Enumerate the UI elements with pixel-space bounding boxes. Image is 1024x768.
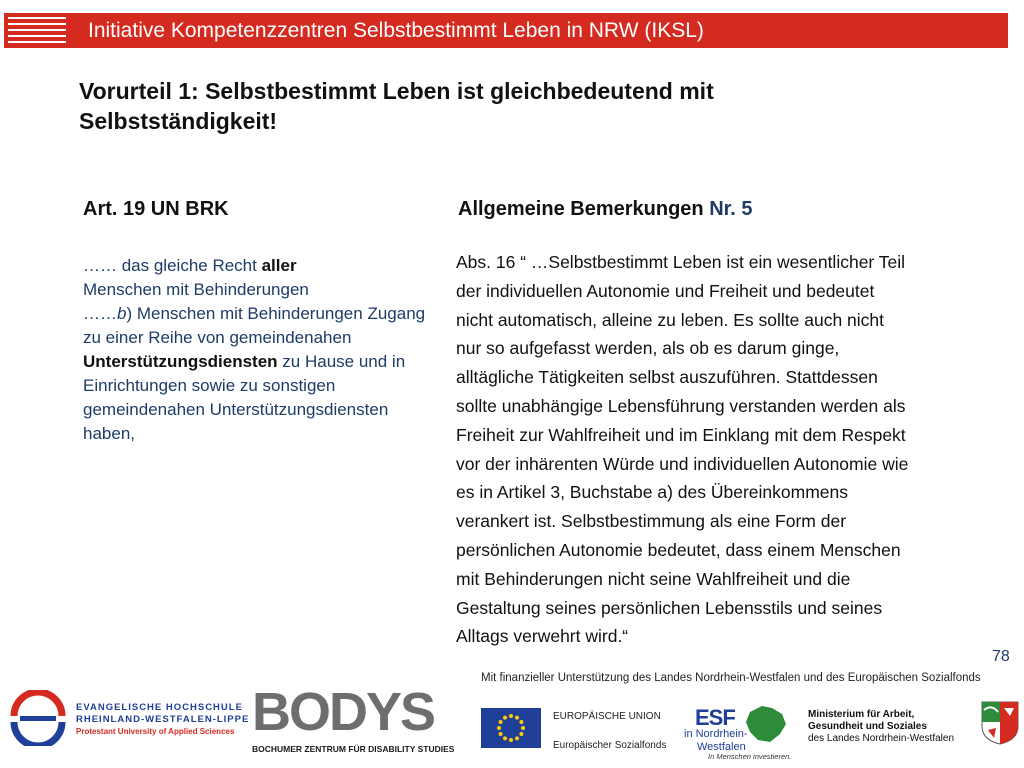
right-line: es in Artikel 3, Buchstabe a) des Übereinkommens [456,482,848,503]
esf-line1: in Nordrhein- [684,728,748,740]
right-line: vor der inhärenten Würde und individuellen Autonomie wie [456,453,909,474]
right-line: Abs. 16 “ …Selbstbestimmt Leben ist ein wesentlicher Teil [456,252,906,272]
bodys-logo: BODYS [252,682,435,742]
evh-name-line1: EVANGELISCHE HOCHSCHULE [76,702,243,713]
right-line: Gestaltung seines persönlichen Lebensstils und seines [456,597,883,618]
page-number: 78 [992,648,1010,665]
left-p1-prefix: …… das gleiche Recht [83,256,262,275]
nrw-map-icon [742,702,788,746]
right-line: nur so aufgefasst werden, als ob es darum ginge, [456,338,840,359]
left-heading: Art. 19 UN BRK [83,198,229,220]
right-line: mit Behinderungen nicht seine Wahlfreiheit und die [456,568,851,589]
slide-title [79,76,839,136]
right-line: Alltags verwehrt wird.“ [456,626,629,647]
right-line: persönlichen Autonomie bedeutet, dass einem Menschen [456,539,901,560]
right-line: sollte unabhängige Lebensführung verstanden werden als [456,395,906,416]
right-line: nicht automatisch, alleine zu leben. Es sollte auch nicht [456,309,885,330]
right-line: alltägliche Tätigkeiten selbst auszuführen. Stattdessen [456,367,878,388]
right-heading-accent: Nr. 5 [709,198,753,220]
right-heading [458,198,753,221]
esf-line2: Westfalen [697,741,746,753]
evh-name-line2: RHEINLAND-WESTFALEN-LIPPE [76,714,250,725]
esf-eu-label: Europäischer Sozialfonds [553,740,667,751]
menu-lines-icon [8,17,66,45]
ministry-line1: Ministerium für Arbeit, [808,709,915,720]
left-p2-rest: ) Menschen mit Behinderungen Zugang zu einer Reihe von gemeindenahen [83,304,426,347]
header-bar [4,13,1008,48]
slide-title-line2: Selbstständigkeit! [79,108,278,134]
funding-note: Mit finanzieller Unterstützung des Landes Nordrhein-Westfalen und des Europäischen Sozialfonds [481,672,981,684]
eu-flag-icon [481,708,541,748]
left-p2-italic: b [117,304,127,323]
left-p1-bold: aller [261,256,297,275]
evh-name-line3: Protestant University of Applied Sciences [76,727,235,736]
right-heading-text: Allgemeine Bemerkungen [458,198,710,220]
bodys-subtitle: BOCHUMER ZENTRUM FÜR DISABILITY STUDIES [252,744,455,754]
left-p2-tail: zu Hause und in Einrichtungen sowie zu sonstigen gemeindenahen Unterstützungsdiensten haben, [83,352,406,443]
slide-title-line1: Vorurteil 1: Selbstbestimmt Leben ist gleichbedeutend mit [79,78,714,104]
ministry-line2: Gesundheit und Soziales [808,721,927,732]
left-p2-prefix: …… [83,304,117,323]
right-body [456,248,986,651]
eu-label: EUROPÄISCHE UNION [553,711,661,722]
right-line: der individuellen Autonomie und Freiheit und bedeutet [456,280,875,301]
esf-logo: ESF [695,705,735,730]
left-p1-line2: Menschen mit Behinderungen [83,280,309,299]
nrw-coat-of-arms-icon [980,700,1020,746]
esf-slogan: In Menschen investieren. [708,752,792,761]
right-line: Freiheit zur Wahlfreiheit und im Einklang mit dem Respekt [456,424,906,445]
header-title: Initiative Kompetenzzentren Selbstbestimmt Leben in NRW (IKSL) [88,19,704,42]
left-body [83,254,428,446]
evh-logo-icon [8,690,68,746]
right-line: verankert ist. Selbstbestimmung als eine Form der [456,511,847,532]
ministry-line3: des Landes Nordrhein-Westfalen [808,733,955,744]
left-p2-bold: Unterstützungsdiensten [83,352,278,371]
